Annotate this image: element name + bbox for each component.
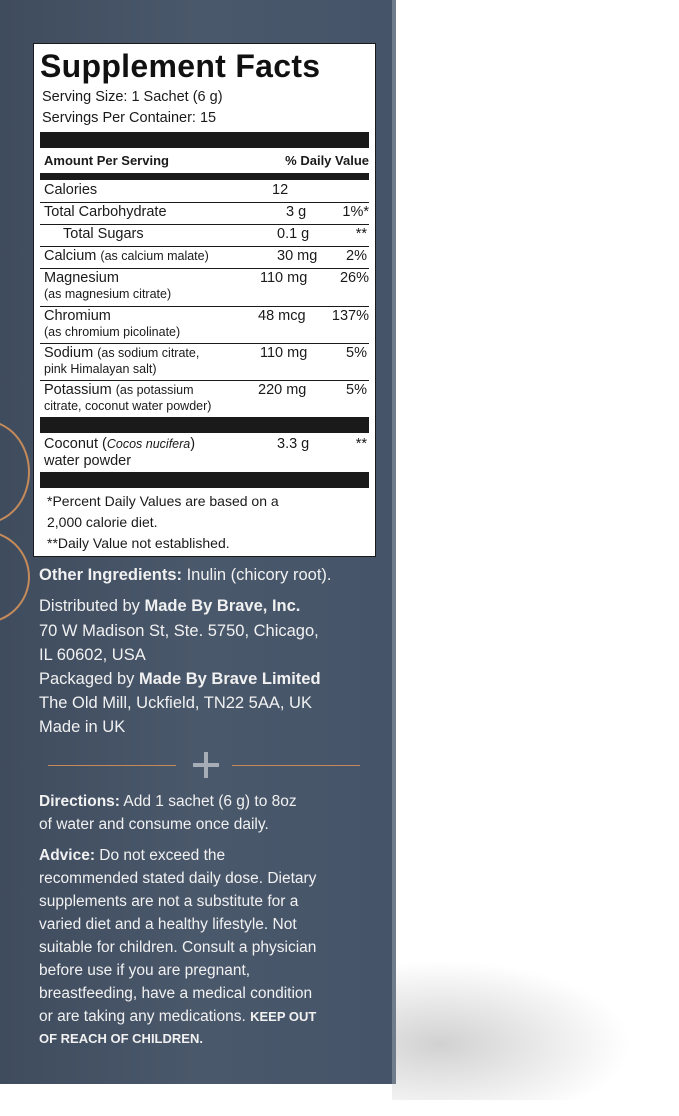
facts-title: Supplement Facts (40, 48, 321, 84)
thick-bar (40, 472, 369, 488)
packager-address: The Old Mill, Uckfield, TN22 5AA, UK (39, 694, 312, 712)
row-name-cont: water powder (44, 453, 132, 469)
amount-per-serving-header: Amount Per Serving (44, 153, 169, 168)
row-name: Chromium (44, 308, 111, 324)
row-dv: 5% (346, 345, 367, 361)
advice-line-2: recommended stated daily dose. Dietary (39, 870, 317, 887)
row-dv: 1%* (342, 204, 369, 220)
packaged-by: Packaged by Made By Brave Limited (39, 670, 321, 688)
row-amount: 110 mg (260, 270, 308, 286)
row-divider (40, 380, 369, 381)
row-name: Coconut (Cocos nucifera) (44, 436, 196, 452)
keep-out-of-reach: OF REACH OF CHILDREN. (39, 1031, 203, 1046)
advice-line-3: supplements are not a substitute for a (39, 893, 299, 910)
row-amount: 3.3 g (277, 436, 310, 452)
row-name: Sodium (as sodium citrate, (44, 345, 200, 361)
advice-line-5: suitable for children. Consult a physician (39, 939, 317, 956)
advice-line-6: before use if you are pregnant, (39, 962, 251, 979)
distributed-by: Distributed by Made By Brave, Inc. (39, 597, 301, 615)
row-divider (40, 224, 369, 225)
servings-per-container: Servings Per Container: 15 (42, 110, 217, 126)
row-dv: 137% (331, 308, 369, 324)
box-edge (392, 0, 396, 1084)
row-name: Total Carbohydrate (44, 204, 167, 220)
row-divider (40, 268, 369, 269)
row-dv: ** (355, 226, 367, 242)
daily-value-header: % Daily Value (285, 153, 369, 168)
advice-line-7: breastfeeding, have a medical condition (39, 985, 313, 1002)
directions-line-1: Directions: Add 1 sachet (6 g) to 8oz (39, 793, 297, 810)
thick-bar (40, 132, 369, 148)
row-amount: 3 g (286, 204, 307, 220)
row-amount: 110 mg (260, 345, 308, 361)
medium-bar (40, 173, 369, 180)
row-sub: (as chromium picolinate) (44, 325, 181, 339)
footnote-calorie: 2,000 calorie diet. (47, 514, 158, 530)
row-sub: citrate, coconut water powder) (44, 399, 212, 413)
row-amount: 12 (272, 182, 289, 198)
row-name: Calcium (as calcium malate) (44, 248, 209, 264)
row-amount: 48 mcg (258, 308, 306, 324)
advice-line-1: Advice: Do not exceed the (39, 847, 226, 864)
row-dv: ** (355, 436, 367, 452)
other-ingredients: Other Ingredients: Inulin (chicory root). (39, 566, 332, 584)
decorative-arc (0, 530, 30, 624)
row-name: Potassium (as potassium (44, 382, 194, 398)
distributor-address-2: IL 60602, USA (39, 646, 146, 664)
directions-line-2: of water and consume once daily. (39, 816, 269, 833)
footnote-percent: *Percent Daily Values are based on a (47, 493, 279, 509)
row-sub: (as magnesium citrate) (44, 287, 172, 301)
thick-bar (40, 417, 369, 433)
row-dv: 2% (346, 248, 367, 264)
divider-line-right (232, 765, 360, 766)
row-amount: 220 mg (258, 382, 307, 398)
distributor-address-1: 70 W Madison St, Ste. 5750, Chicago, (39, 622, 319, 640)
row-name: Calories (44, 182, 98, 198)
divider-line-left (48, 765, 176, 766)
advice-line-4: varied diet and a healthy lifestyle. Not (39, 916, 297, 933)
row-sub: pink Himalayan salt) (44, 362, 157, 376)
row-divider (40, 306, 369, 307)
row-divider (40, 202, 369, 203)
decorative-arc (0, 420, 30, 524)
plus-icon (193, 752, 219, 778)
serving-size: Serving Size: 1 Sachet (6 g) (42, 89, 223, 105)
footnote-not-established: **Daily Value not established. (47, 535, 230, 551)
row-amount: 0.1 g (277, 226, 310, 242)
made-in: Made in UK (39, 718, 126, 736)
row-name: Magnesium (44, 270, 119, 286)
box-shadow (392, 960, 632, 1100)
row-amount: 30 mg (277, 248, 318, 264)
row-dv: 26% (339, 270, 369, 286)
supplement-facts-panel (33, 43, 376, 557)
row-name: Total Sugars (63, 226, 144, 242)
row-divider (40, 246, 369, 247)
row-dv: 5% (346, 382, 367, 398)
row-divider (40, 343, 369, 344)
advice-line-8: or are taking any medications. KEEP OUT (39, 1008, 317, 1025)
